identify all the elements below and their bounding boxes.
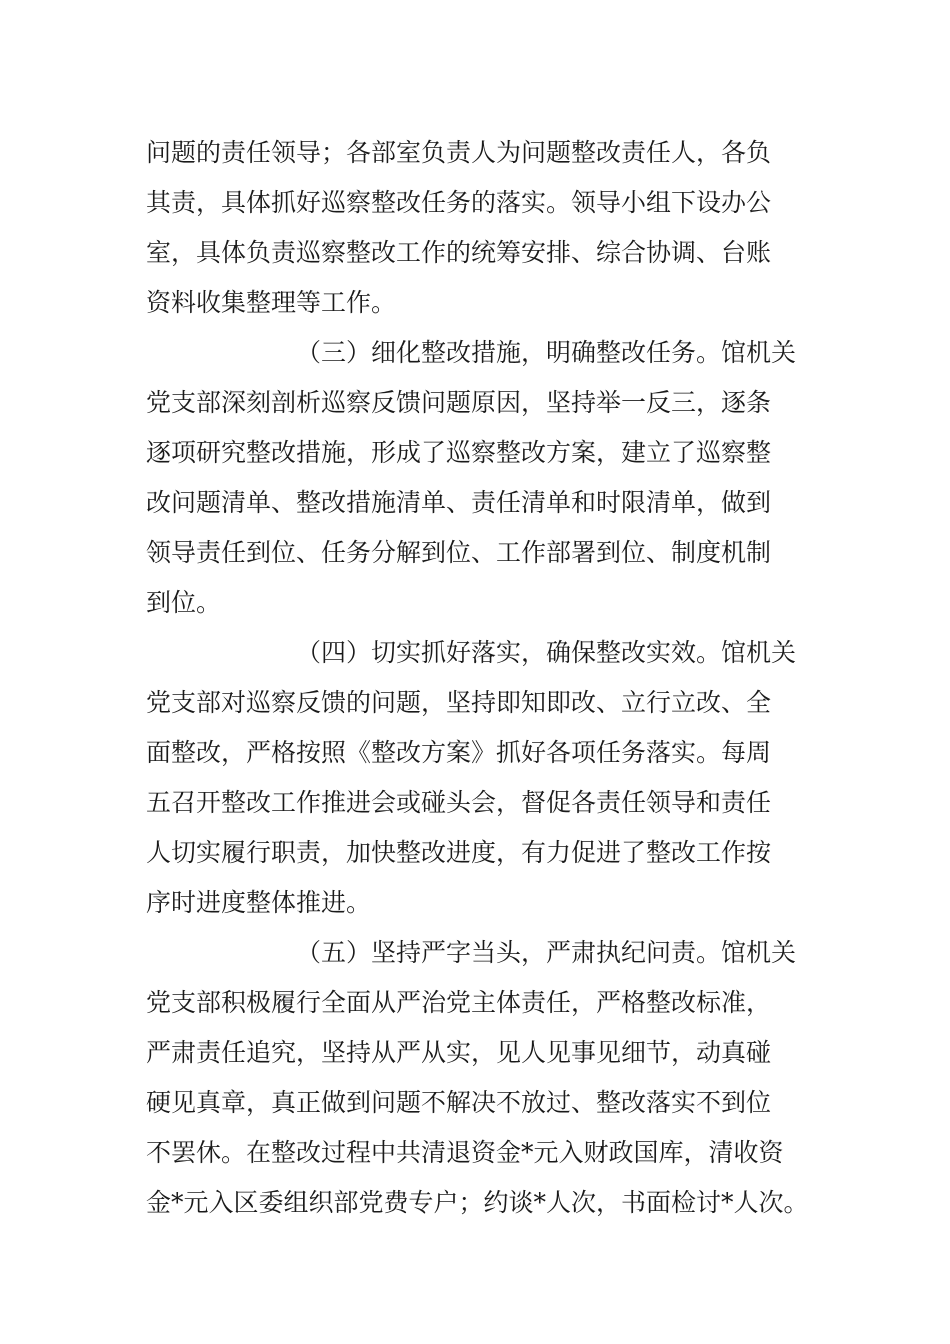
text-line: 硬见真章，真正做到问题不解决不放过、整改落实不到位 xyxy=(146,1088,772,1117)
text-line: 领导责任到位、任务分解到位、工作部署到位、制度机制 xyxy=(146,538,772,567)
text-line: 党支部对巡察反馈的问题，坚持即知即改、立行立改、全 xyxy=(146,688,772,717)
text-line: 到位。 xyxy=(146,588,222,617)
text-line: 党支部深刻剖析巡察反馈问题原因，坚持举一反三，逐条 xyxy=(146,388,772,417)
text-line: 党支部积极履行全面从严治党主体责任，严格整改标准， xyxy=(146,988,772,1017)
text-line: 不罢休。在整改过程中共清退资金*元入财政国库，清收资 xyxy=(146,1138,784,1167)
text-line: 面整改，严格按照《整改方案》抓好各项任务落实。每周 xyxy=(146,738,772,767)
section-heading-4: （四）切实抓好落实，确保整改实效。馆机关 xyxy=(296,638,797,667)
section-heading-3: （三）细化整改措施，明确整改任务。馆机关 xyxy=(296,338,797,367)
text-line: 改问题清单、整改措施清单、责任清单和时限清单，做到 xyxy=(146,488,772,517)
text-line: 资料收集整理等工作。 xyxy=(146,288,397,317)
text-line: 金*元入区委组织部党费专户；约谈*人次，书面检讨*人次。 xyxy=(146,1188,809,1217)
text-line: 序时进度整体推进。 xyxy=(146,888,372,917)
text-line: 问题的责任领导；各部室负责人为问题整改责任人，各负 xyxy=(146,138,772,167)
text-line: 室，具体负责巡察整改工作的统筹安排、综合协调、台账 xyxy=(146,238,772,267)
text-line: 人切实履行职责，加快整改进度，有力促进了整改工作按 xyxy=(146,838,772,867)
text-line: 逐项研究整改措施，形成了巡察整改方案，建立了巡察整 xyxy=(146,438,772,467)
text-line: 其责，具体抓好巡察整改任务的落实。领导小组下设办公 xyxy=(146,188,772,217)
section-heading-5: （五）坚持严字当头，严肃执纪问责。馆机关 xyxy=(296,938,797,967)
text-line: 五召开整改工作推进会或碰头会，督促各责任领导和责任 xyxy=(146,788,772,817)
text-line: 严肃责任追究，坚持从严从实，见人见事见细节，动真碰 xyxy=(146,1038,772,1067)
